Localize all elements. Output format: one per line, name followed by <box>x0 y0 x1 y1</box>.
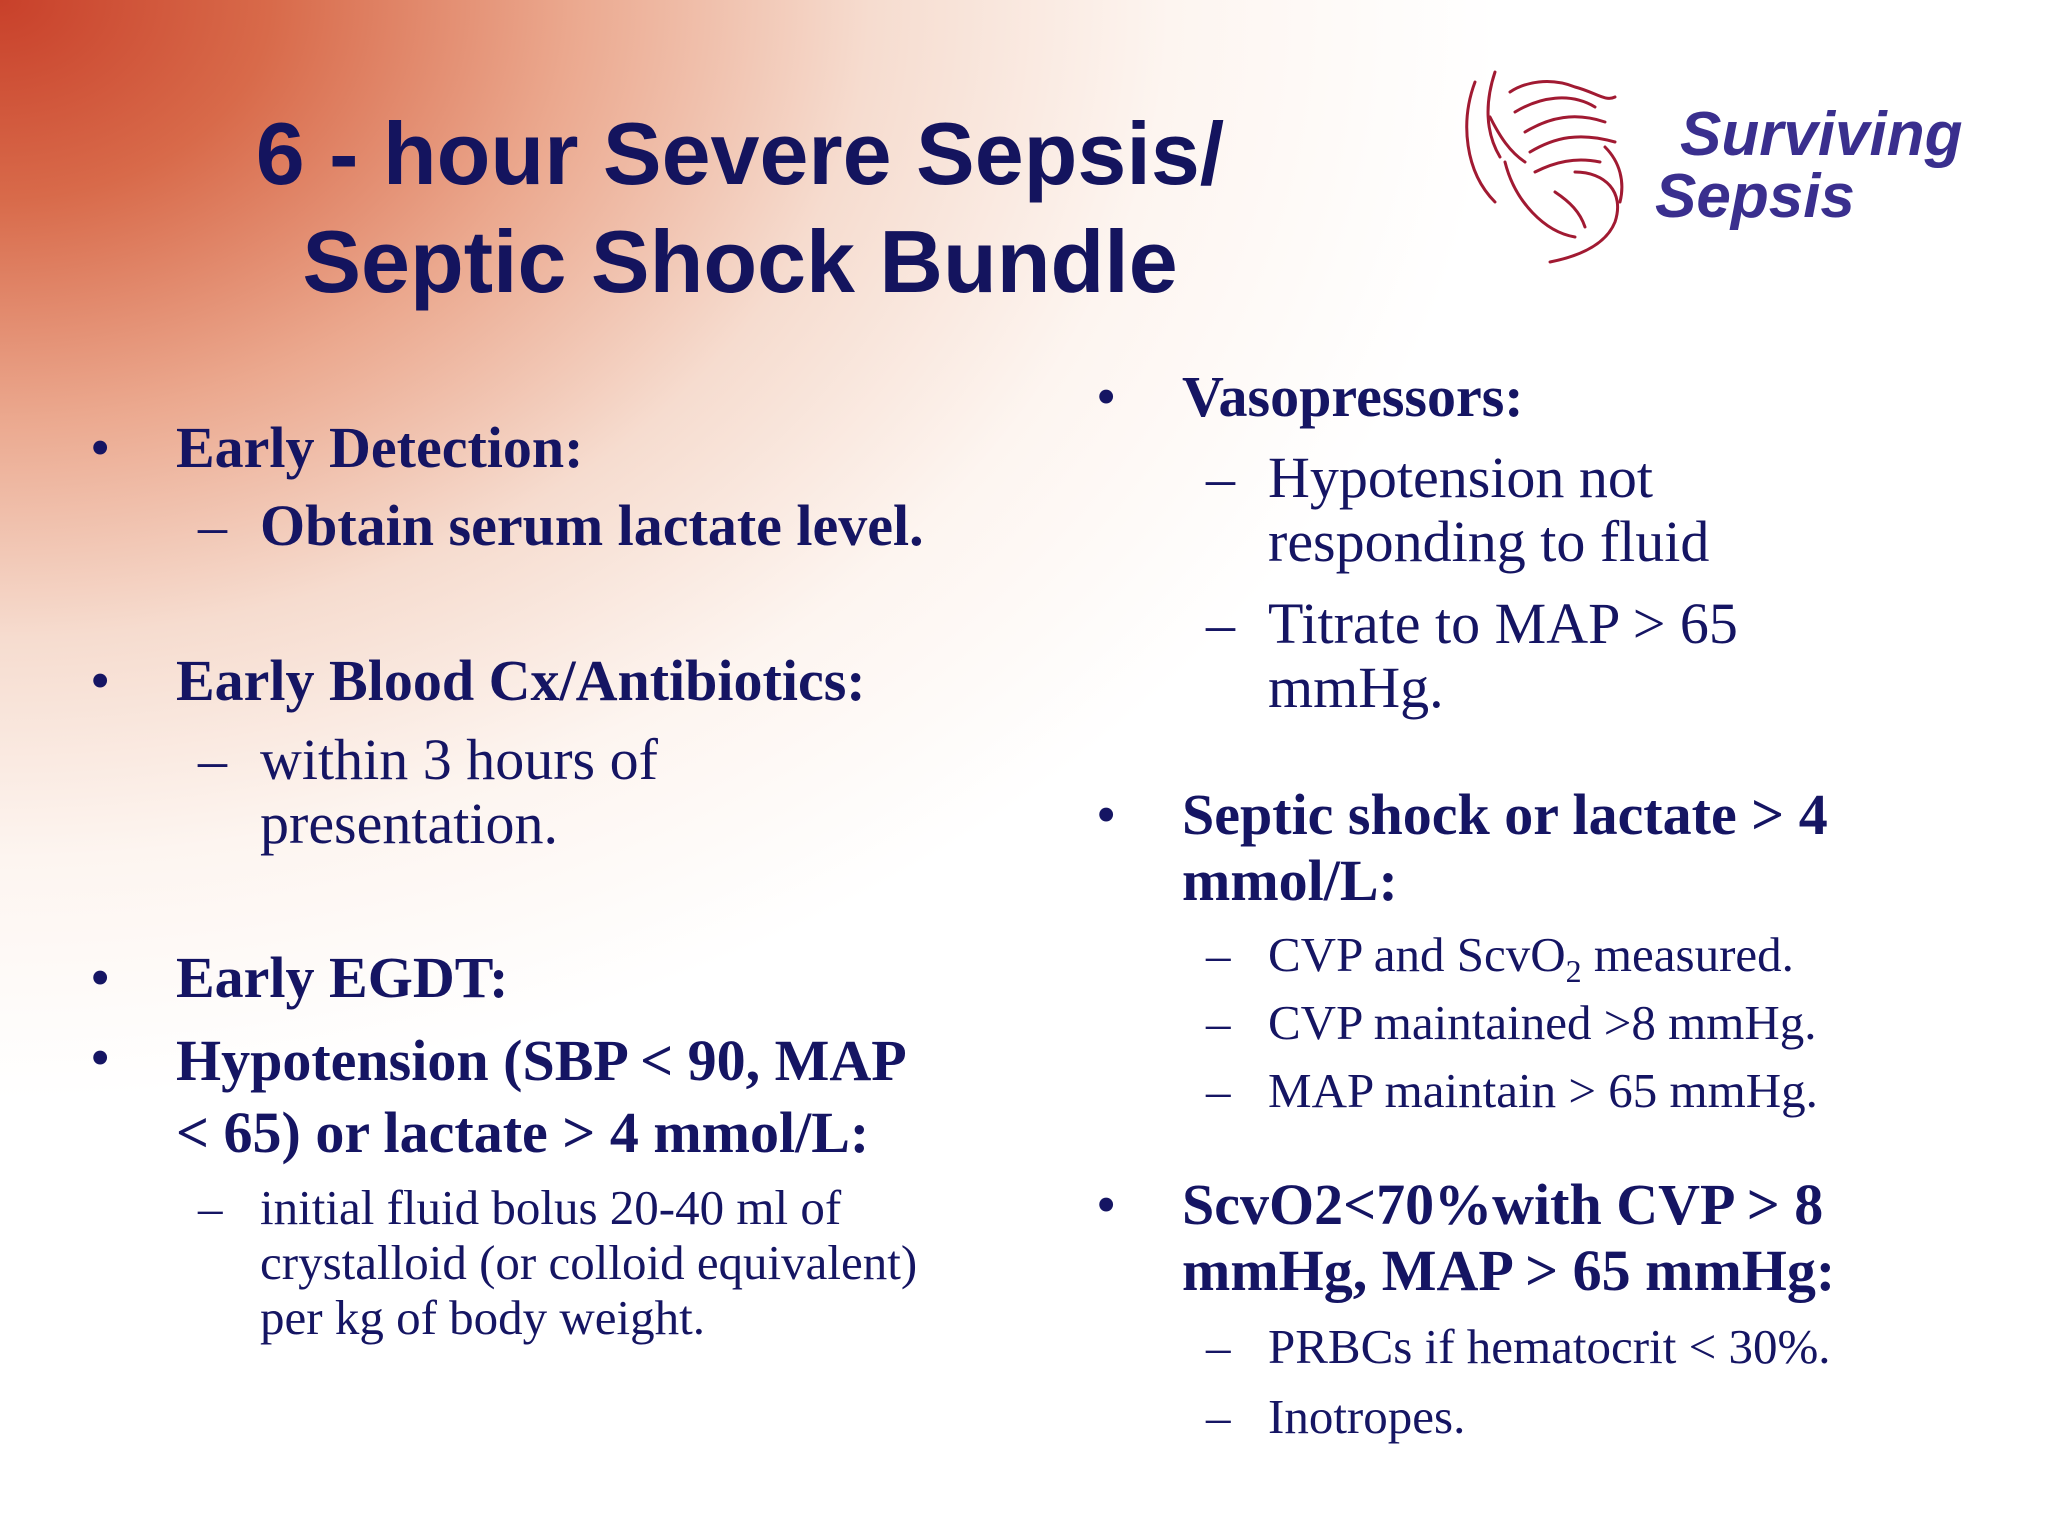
title-line-1: 6 - hour Severe Sepsis/ <box>255 104 1225 203</box>
sub-text-post: measured. <box>1581 927 1794 982</box>
sub-text: Obtain serum lactate level. <box>260 493 924 558</box>
sub-text: MAP maintain > 65 mmHg. <box>1268 1063 1818 1118</box>
bullet-dot: • <box>90 648 111 713</box>
sub-dash: – <box>198 1180 223 1235</box>
sub-text-line: Titrate to MAP > 65 <box>1268 591 1738 656</box>
bullet-heading: Early Blood Cx/Antibiotics: <box>176 648 866 713</box>
sub-text-line: crystalloid (or colloid equivalent) <box>260 1235 918 1290</box>
sub-text: CVP maintained >8 mmHg. <box>1268 995 1817 1050</box>
heading-line: Septic shock or lactate > 4 <box>1182 782 1828 847</box>
sub-text <box>1268 592 1738 720</box>
slide-title <box>150 100 1330 316</box>
sub-text-line: within 3 hours of <box>260 727 658 792</box>
sub-text <box>260 728 658 856</box>
sub-dash: – <box>1206 445 1235 510</box>
bullet-heading: Early EGDT: <box>176 945 509 1010</box>
bullet-dot: • <box>90 1025 111 1090</box>
sub-dash: – <box>1206 995 1231 1050</box>
sub-text-line: Hypotension not <box>1268 445 1654 510</box>
sub-text: Inotropes. <box>1268 1389 1466 1444</box>
heading-line: mmol/L: <box>1182 848 1398 913</box>
bullet-dot: • <box>90 415 111 480</box>
bullet-heading: Early Detection: <box>176 415 584 480</box>
bullet-heading: Vasopressors: <box>1182 364 1524 429</box>
sub-dash: – <box>1206 1389 1231 1444</box>
bullet-heading <box>1182 1172 1835 1304</box>
sub-text-line: mmHg. <box>1268 655 1444 720</box>
sub-dash: – <box>198 493 227 558</box>
sub-text: PRBCs if hematocrit < 30%. <box>1268 1319 1831 1374</box>
sub-dash: – <box>1206 927 1231 982</box>
bullet-heading <box>176 1025 907 1169</box>
surviving-sepsis-logo <box>1455 62 2015 272</box>
sub-text-line: per kg of body weight. <box>260 1290 705 1345</box>
heading-line: mmHg, MAP > 65 mmHg: <box>1182 1238 1836 1303</box>
sub-text <box>1268 446 1709 574</box>
hands-icon <box>1455 62 1655 272</box>
heading-line: ScvO2<70%with CVP > 8 <box>1182 1172 1824 1237</box>
sub-dash: – <box>1206 591 1235 656</box>
heading-line: < 65) or lactate > 4 mmol/L: <box>176 1100 870 1165</box>
sub-dash: – <box>1206 1063 1231 1118</box>
sub-dash: – <box>198 727 227 792</box>
sub-text-pre: CVP and ScvO <box>1268 927 1566 982</box>
bullet-dot: • <box>1096 364 1117 429</box>
sub-text-line: presentation. <box>260 791 558 856</box>
bullet-heading <box>1182 782 1828 914</box>
heading-line: Hypotension (SBP < 90, MAP <box>176 1028 907 1093</box>
bullet-dot: • <box>90 945 111 1010</box>
sub-text <box>260 1180 917 1345</box>
logo-word-sepsis: Sepsis <box>1655 162 1855 231</box>
sub-text-line: responding to fluid <box>1268 509 1710 574</box>
logo-word-surviving: Surviving <box>1680 100 1963 169</box>
sub-dash: – <box>1206 1319 1231 1374</box>
bullet-dot: • <box>1096 782 1117 847</box>
title-line-2: Septic Shock Bundle <box>302 212 1178 311</box>
sub-text-subscript: 2 <box>1565 952 1582 989</box>
sub-text <box>1268 926 1794 1000</box>
sub-text-line: initial fluid bolus 20-40 ml of <box>260 1180 842 1235</box>
bullet-dot: • <box>1096 1172 1117 1237</box>
